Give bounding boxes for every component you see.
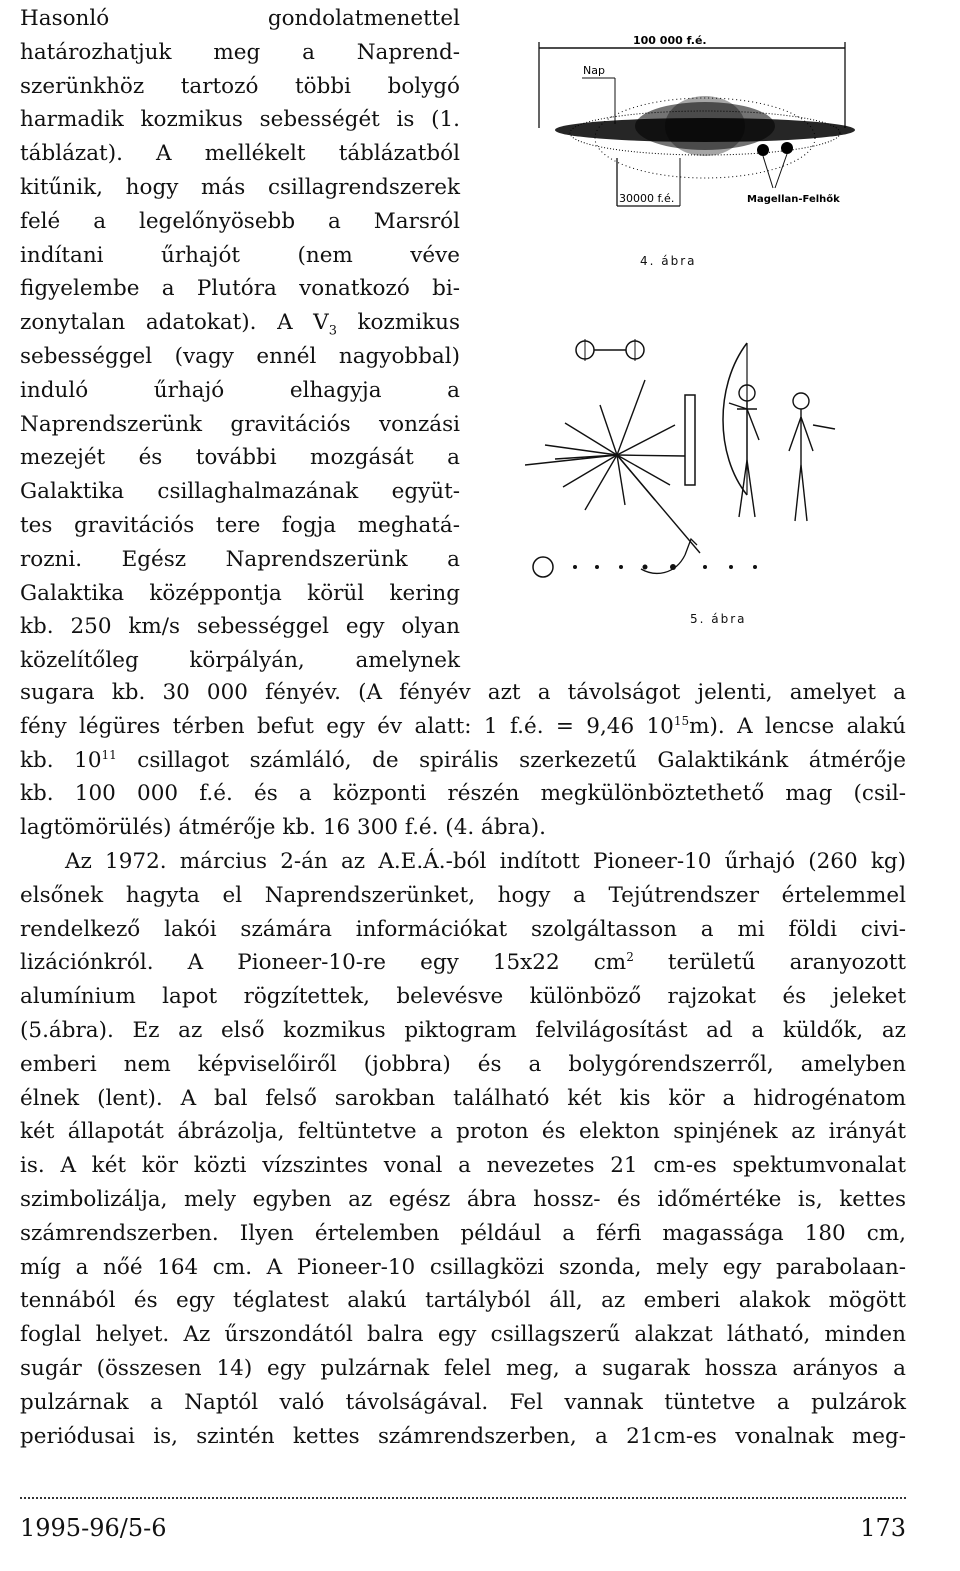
magellan-label: Magellan-Felhők	[747, 194, 840, 205]
pioneer-plaque-figure	[525, 325, 865, 585]
text-fragment: kb. 10	[20, 747, 102, 773]
text-line: Galaktika középpontja körül kering	[20, 580, 460, 606]
text-line: sugara kb. 30 000 fényév. (A fényév azt a távolságot jelenti, amelyet a	[20, 680, 906, 705]
text-line: periódusai is, szintén kettes számrendszerben, a 21cm-es vonalnak meg-	[20, 1423, 906, 1449]
text-line: lagtömörülés) átmérője kb. 16 300 f.é. (4. ábra).	[20, 815, 546, 841]
text-line: (5.ábra). Ez az első kozmikus piktogram felvilágosítást ad a küldők, az	[20, 1017, 906, 1043]
text-line-v3	[20, 306, 460, 340]
text-line: kb. 250 km/s sebességgel egy olyan	[20, 614, 460, 640]
text-line: határozhatjuk meg a Naprend-	[20, 39, 460, 65]
text-line: sebességgel (vagy ennél nagyobbal)	[20, 343, 460, 369]
text-line: számrendszerben. Ilyen értelemben például a férfi magassága 180 cm,	[20, 1220, 906, 1246]
page-number: 173	[860, 1514, 906, 1542]
text-line: emberi nem képviselőiről (jobbra) és a bolygórendszerről, amelyben	[20, 1051, 906, 1077]
text-fragment: kozmikus	[336, 310, 460, 336]
text-fragment: m). A lencse alakú	[689, 713, 906, 739]
text-line: kb. 100 000 f.é. és a központi részén megkülönböztethető mag (csil-	[20, 781, 906, 807]
diameter-label: 100 000 f.é.	[633, 34, 707, 47]
issue-number: 1995-96/5-6	[20, 1514, 167, 1542]
sun-label: Nap	[583, 64, 605, 77]
text-line: rozni. Egész Naprendszerünk a	[20, 546, 460, 572]
text-line: pulzárnak a Naptól való távolságával. Fel vannak tüntetve a pulzárok	[20, 1389, 906, 1415]
text-fragment: lizációnkról. A Pioneer-10-re egy 15x22 cm	[20, 950, 627, 976]
galaxy-figure	[525, 28, 885, 278]
text-fragment: területű aranyozott	[633, 950, 906, 976]
text-line: foglal helyet. Az űrszondától balra egy csillagszerű alakzat látható, minden	[20, 1322, 906, 1348]
text-line: szimbolizálja, mely egyben az egész ábra hossz- és időmértéke is, kettes	[20, 1186, 906, 1212]
text-line: harmadik kozmikus sebességét is (1.	[20, 107, 460, 133]
footer-rule	[20, 1497, 906, 1501]
text-line: sugár (összesen 14) egy pulzárnak felel meg, a sugarak hossza arányos a	[20, 1355, 906, 1381]
full-width-text	[20, 676, 906, 1453]
figure-4-caption: 4. ábra	[640, 254, 697, 268]
text-line: szerünkhöz tartozó többi bolygó	[20, 73, 460, 99]
text-line: induló űrhajó elhagyja a	[20, 377, 460, 403]
text-line: Naprendszerünk gravitációs vonzási	[20, 411, 460, 437]
column-text	[20, 2, 460, 678]
text-line: Az 1972. március 2-án az A.E.Á.-ból indított Pioneer-10 űrhajó (260 kg)	[65, 848, 906, 874]
text-line: mezejét és további mozgását a	[20, 445, 460, 471]
text-line: Galaktika csillaghalmazának együt-	[20, 479, 460, 505]
text-line: figyelembe a Plutóra vonatkozó bi-	[20, 276, 460, 302]
superscript: 11	[101, 747, 117, 762]
text-line: közelítőleg körpályán, amelynek	[20, 648, 460, 674]
superscript: 15	[673, 713, 690, 728]
text-line: tennából és egy téglatest alakú tartályból áll, az emberi alakok mögött	[20, 1288, 906, 1314]
text-line-sup	[20, 946, 906, 980]
text-line: elsőnek hagyta el Naprendszerünket, hogy a Tejútrendszer értelemmel	[20, 882, 906, 908]
text-line: élnek (lent). A bal felső sarokban található két kis kör a hidrogénatom	[20, 1085, 906, 1111]
text-fragment: csillagot számláló, de spirális szerkezetű Galaktikánk átmérője	[116, 747, 906, 773]
figure-5-caption: 5. ábra	[690, 612, 747, 626]
text-line: alumínium lapot rögzítettek, belevésve különböző rajzokat és jeleket	[20, 984, 906, 1010]
text-line: táblázat). A mellékelt táblázatból	[20, 141, 460, 167]
text-line: rendelkező lakói számára információkat szolgáltasson a mi földi civi-	[20, 916, 906, 942]
text-line: felé a legelőnyösebb a Marsról	[20, 208, 460, 234]
text-line: is. A két kör közti vízszintes vonal a nevezetes 21 cm-es spektumvonalat	[20, 1153, 906, 1179]
text-line: tes gravitációs tere fogja meghatá-	[20, 512, 460, 538]
text-fragment: fény légüres térben befut egy év alatt: 1 f.é. = 9,46 10	[20, 713, 674, 739]
text-line-sup	[20, 710, 906, 744]
text-line: kitűnik, hogy más csillagrendszerek	[20, 174, 460, 200]
text-line: indítani űrhajót (nem véve	[20, 242, 460, 268]
text-fragment: zonytalan adatokat). A V	[20, 310, 329, 336]
superscript: 2	[626, 950, 634, 965]
text-line: két állapotát ábrázolja, feltüntetve a proton és elekton spinjének az irányát	[20, 1119, 906, 1145]
core-label: 30000 f.é.	[619, 192, 675, 205]
text-line: Hasonló gondolatmenettel	[20, 6, 460, 31]
subscript: 3	[328, 323, 337, 339]
text-line-sup	[20, 744, 906, 778]
text-line: míg a nőé 164 cm. A Pioneer-10 csillagközi szonda, mely egy parabolaan-	[20, 1254, 906, 1280]
